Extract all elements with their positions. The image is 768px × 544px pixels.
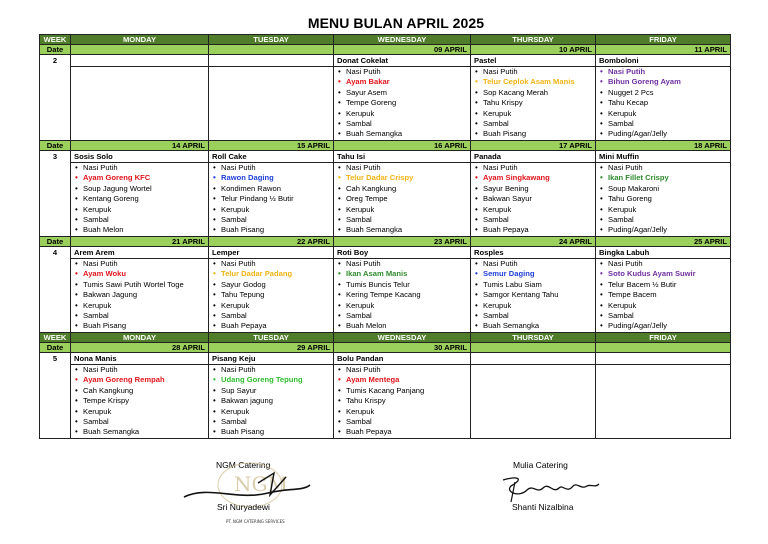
date-cell: 22 APRIL — [209, 237, 334, 247]
menu-item: • Rawon Daging — [212, 173, 330, 183]
menu-cell — [209, 365, 334, 439]
menu-item: • Kondimen Rawon — [212, 184, 330, 194]
week-number: 2 — [40, 55, 71, 141]
menu-list — [337, 365, 467, 438]
menu-item: • Kerupuk — [599, 301, 727, 311]
menu-cell — [471, 365, 596, 439]
right-signer-name: Shanti Nizalbina — [512, 502, 574, 512]
menu-list — [599, 67, 727, 140]
menu-item: • Kerupuk — [599, 109, 727, 119]
menu-item: • Puding/Agar/Jelly — [599, 225, 727, 235]
menu-item: • Buah Melon — [74, 225, 205, 235]
menu-item: • Tahu Krispy — [337, 396, 467, 406]
snack-cell: Mini Muffin — [596, 151, 731, 163]
svg-text:NGM: NGM — [234, 472, 288, 496]
menu-item: • Tumis Sawi Putih Wortel Toge — [74, 280, 205, 290]
date-cell: 18 APRIL — [596, 141, 731, 151]
menu-item: • Sambal — [337, 311, 467, 321]
menu-cell — [71, 259, 209, 333]
header-row — [40, 35, 731, 45]
menu-item: • Ayam Goreng Rempah — [74, 375, 205, 385]
snack-cell — [471, 353, 596, 365]
menu-cell — [471, 259, 596, 333]
menu-list — [474, 259, 592, 332]
day-header: TUESDAY — [209, 333, 334, 343]
snack-cell: Tahu Isi — [334, 151, 471, 163]
menu-item: • Buah Pepaya — [474, 225, 592, 235]
menu-item: • Nasi Putih — [599, 259, 727, 269]
day-header: MONDAY — [71, 333, 209, 343]
menu-cell — [334, 163, 471, 237]
menu-item: • Kerupuk — [337, 205, 467, 215]
menu-list — [474, 67, 592, 140]
menu-item: • Buah Pisang — [474, 129, 592, 139]
menu-item: • Nasi Putih — [337, 365, 467, 375]
date-cell: 30 APRIL — [334, 343, 471, 353]
menu-item: • Buah Melon — [337, 321, 467, 331]
menu-item: • Tahu Tepung — [212, 290, 330, 300]
date-cell: 11 APRIL — [596, 45, 731, 55]
menu-item: • Sambal — [212, 215, 330, 225]
menu-cell — [71, 163, 209, 237]
menu-table — [39, 34, 731, 439]
menu-item: • Nasi Putih — [212, 163, 330, 173]
menu-item: • Sambal — [599, 215, 727, 225]
left-signature-stamp — [178, 455, 328, 525]
menu-item: • Semur Daging — [474, 269, 592, 279]
menu-cell — [596, 67, 731, 141]
menu-list — [212, 259, 330, 332]
left-company-label: NGM Catering — [216, 460, 271, 470]
menu-item: • Buah Pepaya — [337, 427, 467, 437]
menu-item: • Telur Bacem ½ Butir — [599, 280, 727, 290]
menu-item: • Soto Kudus Ayam Suwir — [599, 269, 727, 279]
week-number: 5 — [40, 353, 71, 439]
menu-item: • Tempe Goreng — [337, 98, 467, 108]
menu-item: • Sambal — [74, 417, 205, 427]
menu-item: • Puding/Agar/Jelly — [599, 321, 727, 331]
menu-item: • Nasi Putih — [337, 259, 467, 269]
menu-item: • Sambal — [337, 417, 467, 427]
menu-cell — [71, 67, 209, 141]
menu-items-row — [40, 163, 731, 237]
date-cell — [596, 343, 731, 353]
menu-item: • Tempe Bacem — [599, 290, 727, 300]
date-cell: 15 APRIL — [209, 141, 334, 151]
menu-item: • Kerupuk — [212, 205, 330, 215]
menu-item: • Sambal — [337, 215, 467, 225]
svg-text:PT. NGM CATERING SERVICES: PT. NGM CATERING SERVICES — [226, 519, 285, 524]
menu-item: • Ikan Asam Manis — [337, 269, 467, 279]
week-header: WEEK — [40, 35, 71, 45]
date-cell: 29 APRIL — [209, 343, 334, 353]
date-cell: 28 APRIL — [71, 343, 209, 353]
menu-item: • Nasi Putih — [599, 163, 727, 173]
menu-item: • Tumis Kacang Panjang — [337, 386, 467, 396]
week-header: WEEK — [40, 333, 71, 343]
menu-item: • Kerupuk — [212, 407, 330, 417]
menu-item: • Nasi Putih — [212, 365, 330, 375]
menu-item: • Kerupuk — [337, 301, 467, 311]
menu-item: • Kerupuk — [474, 205, 592, 215]
date-cell: 14 APRIL — [71, 141, 209, 151]
menu-item: • Ayam Bakar — [337, 77, 467, 87]
menu-item: • Kering Tempe Kacang — [337, 290, 467, 300]
date-cell — [71, 45, 209, 55]
date-cell — [209, 45, 334, 55]
menu-item: • Sambal — [474, 311, 592, 321]
menu-item: • Ayam Woku — [74, 269, 205, 279]
menu-item: • Buah Pisang — [212, 427, 330, 437]
menu-item: • Kerupuk — [474, 109, 592, 119]
menu-item: • Sayur Bening — [474, 184, 592, 194]
right-signature — [497, 472, 607, 506]
menu-list — [74, 365, 205, 438]
menu-item: • Nasi Putih — [337, 163, 467, 173]
page-title: MENU BULAN APRIL 2025 — [307, 15, 485, 31]
menu-list — [337, 163, 467, 236]
menu-item: • Cah Kangkung — [337, 184, 467, 194]
menu-cell — [596, 365, 731, 439]
menu-items-row — [40, 259, 731, 333]
menu-item: • Buah Semangka — [337, 129, 467, 139]
menu-item: • Nasi Putih — [74, 259, 205, 269]
menu-cell — [334, 67, 471, 141]
menu-items-row — [40, 365, 731, 439]
menu-list — [599, 163, 727, 236]
date-cell: 16 APRIL — [334, 141, 471, 151]
menu-item: • Tahu Kecap — [599, 98, 727, 108]
menu-cell — [209, 259, 334, 333]
snack-cell — [596, 353, 731, 365]
menu-list — [599, 259, 727, 332]
snack-cell: Bingka Labuh — [596, 247, 731, 259]
date-label: Date — [40, 343, 71, 353]
menu-list — [337, 67, 467, 140]
snack-cell: Pastel — [471, 55, 596, 67]
menu-item: • Bihun Goreng Ayam — [599, 77, 727, 87]
menu-list — [212, 163, 330, 236]
right-company-label: Mulia Catering — [513, 460, 568, 470]
day-header: FRIDAY — [596, 333, 731, 343]
menu-items-row — [40, 67, 731, 141]
menu-item: • Oreg Tempe — [337, 194, 467, 204]
menu-item: • Sambal — [74, 311, 205, 321]
menu-item: • Bakwan Jagung — [74, 290, 205, 300]
menu-item: • Sayur Asem — [337, 88, 467, 98]
menu-item: • Buah Semangka — [74, 427, 205, 437]
menu-item: • Kentang Goreng — [74, 194, 205, 204]
menu-list — [74, 259, 205, 332]
menu-cell — [334, 259, 471, 333]
menu-item: • Buah Semangka — [474, 321, 592, 331]
menu-list — [474, 163, 592, 236]
menu-item: • Sambal — [337, 119, 467, 129]
menu-item: • Nasi Putih — [337, 67, 467, 77]
menu-cell — [71, 365, 209, 439]
menu-item: • Ayam Singkawang — [474, 173, 592, 183]
date-row — [40, 141, 731, 151]
menu-item: • Telur Dadar Padang — [212, 269, 330, 279]
menu-item: • Ayam Mentega — [337, 375, 467, 385]
snack-cell: Bomboloni — [596, 55, 731, 67]
menu-item: • Sambal — [599, 119, 727, 129]
snack-cell: Sosis Solo — [71, 151, 209, 163]
menu-item: • Nasi Putih — [74, 365, 205, 375]
day-header: TUESDAY — [209, 35, 334, 45]
snack-cell: Donat Cokelat — [334, 55, 471, 67]
menu-item: • Kerupuk — [337, 109, 467, 119]
snack-cell — [209, 55, 334, 67]
day-header: THURSDAY — [471, 333, 596, 343]
menu-item: • Buah Pepaya — [212, 321, 330, 331]
menu-cell — [596, 163, 731, 237]
menu-item: • Nasi Putih — [74, 163, 205, 173]
menu-item: • Nasi Putih — [599, 67, 727, 77]
menu-item: • Kerupuk — [74, 407, 205, 417]
menu-item: • Nasi Putih — [474, 67, 592, 77]
week-number: 4 — [40, 247, 71, 333]
snack-row — [40, 55, 731, 67]
menu-item: • Nugget 2 Pcs — [599, 88, 727, 98]
snack-cell: Rosples — [471, 247, 596, 259]
menu-list — [212, 365, 330, 438]
menu-item: • Buah Pisang — [212, 225, 330, 235]
menu-cell — [209, 163, 334, 237]
menu-item: • Tumis Buncis Telur — [337, 280, 467, 290]
menu-item: • Soup Makaroni — [599, 184, 727, 194]
menu-item: • Bakwan Sayur — [474, 194, 592, 204]
snack-cell: Bolu Pandan — [334, 353, 471, 365]
menu-item: • Nasi Putih — [474, 259, 592, 269]
menu-cell — [596, 259, 731, 333]
menu-item: • Cah Kangkung — [74, 386, 205, 396]
menu-item: • Bakwan jagung — [212, 396, 330, 406]
day-header: WEDNESDAY — [334, 35, 471, 45]
menu-item: • Telur Dadar Crispy — [337, 173, 467, 183]
date-cell: 24 APRIL — [471, 237, 596, 247]
date-cell: 17 APRIL — [471, 141, 596, 151]
snack-cell: Lemper — [209, 247, 334, 259]
date-row — [40, 237, 731, 247]
menu-item: • Tahu Goreng — [599, 194, 727, 204]
menu-item: • Sup Sayur — [212, 386, 330, 396]
menu-list — [74, 163, 205, 236]
snack-cell: Panada — [471, 151, 596, 163]
menu-item: • Udang Goreng Tepung — [212, 375, 330, 385]
menu-item: • Sambal — [474, 215, 592, 225]
snack-row — [40, 247, 731, 259]
menu-item: • Sop Kacang Merah — [474, 88, 592, 98]
date-label: Date — [40, 237, 71, 247]
menu-item: • Sambal — [474, 119, 592, 129]
snack-cell: Nona Manis — [71, 353, 209, 365]
date-cell: 21 APRIL — [71, 237, 209, 247]
menu-item: • Nasi Putih — [474, 163, 592, 173]
snack-row — [40, 151, 731, 163]
menu-cell — [209, 67, 334, 141]
snack-row — [40, 353, 731, 365]
date-cell — [471, 343, 596, 353]
header-row — [40, 333, 731, 343]
menu-item: • Telur Ceplok Asam Manis — [474, 77, 592, 87]
menu-item: • Kerupuk — [474, 301, 592, 311]
menu-item: • Sambal — [212, 417, 330, 427]
menu-item: • Tempe Krispy — [74, 396, 205, 406]
day-header: THURSDAY — [471, 35, 596, 45]
date-row — [40, 343, 731, 353]
menu-item: • Kerupuk — [212, 301, 330, 311]
left-signer-name: Sri Nuryadewi — [217, 502, 270, 512]
menu-item: • Sambal — [74, 215, 205, 225]
menu-item: • Soup Jagung Wortel — [74, 184, 205, 194]
menu-item: • Tumis Labu Siam — [474, 280, 592, 290]
day-header: WEDNESDAY — [334, 333, 471, 343]
menu-item: • Kerupuk — [337, 407, 467, 417]
snack-cell: Pisang Keju — [209, 353, 334, 365]
menu-item: • Telur Pindang ½ Butir — [212, 194, 330, 204]
menu-item: • Sayur Godog — [212, 280, 330, 290]
menu-item: • Tahu Krispy — [474, 98, 592, 108]
date-cell: 10 APRIL — [471, 45, 596, 55]
menu-item: • Ikan Fillet Crispy — [599, 173, 727, 183]
menu-item: • Kerupuk — [599, 205, 727, 215]
day-header: FRIDAY — [596, 35, 731, 45]
date-label: Date — [40, 141, 71, 151]
menu-item: • Buah Pisang — [74, 321, 205, 331]
menu-cell — [471, 67, 596, 141]
menu-item: • Buah Semangka — [337, 225, 467, 235]
menu-item: • Samgor Kentang Tahu — [474, 290, 592, 300]
menu-item: • Sambal — [599, 311, 727, 321]
date-row — [40, 45, 731, 55]
menu-item: • Kerupuk — [74, 205, 205, 215]
snack-cell: Roti Boy — [334, 247, 471, 259]
date-label: Date — [40, 45, 71, 55]
day-header: MONDAY — [71, 35, 209, 45]
date-cell: 25 APRIL — [596, 237, 731, 247]
menu-item: • Kerupuk — [74, 301, 205, 311]
snack-cell: Arem Arem — [71, 247, 209, 259]
menu-cell — [334, 365, 471, 439]
menu-item: • Sambal — [212, 311, 330, 321]
snack-cell: Roll Cake — [209, 151, 334, 163]
snack-cell — [71, 55, 209, 67]
date-cell: 09 APRIL — [334, 45, 471, 55]
menu-item: • Puding/Agar/Jelly — [599, 129, 727, 139]
date-cell: 23 APRIL — [334, 237, 471, 247]
menu-list — [337, 259, 467, 332]
menu-item: • Ayam Goreng KFC — [74, 173, 205, 183]
week-number: 3 — [40, 151, 71, 237]
menu-item: • Nasi Putih — [212, 259, 330, 269]
menu-cell — [471, 163, 596, 237]
